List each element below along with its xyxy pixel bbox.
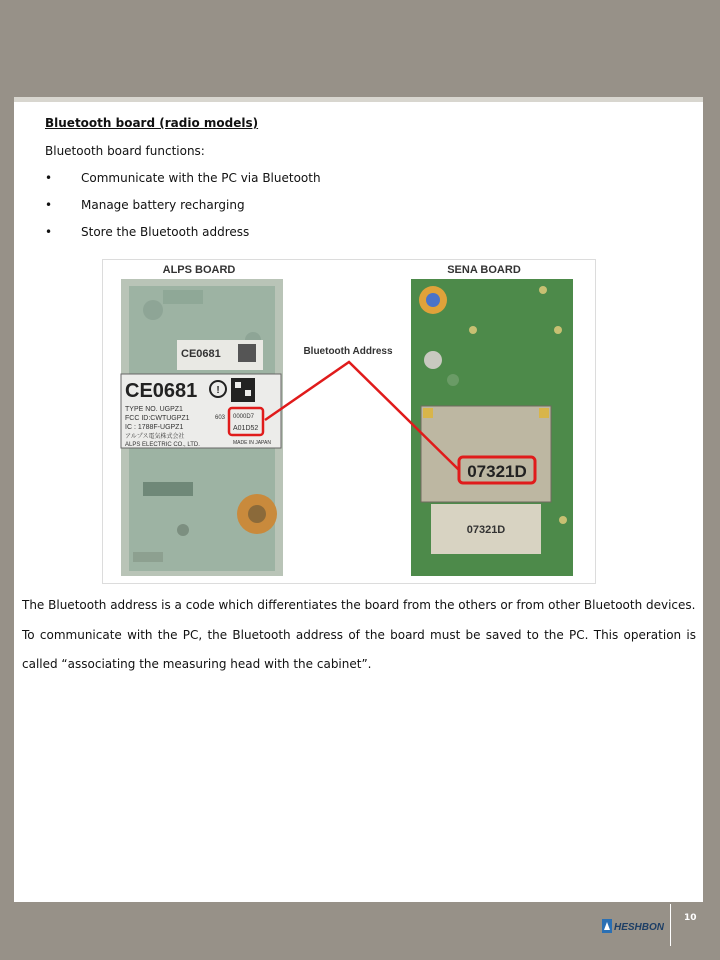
alps-board [121,279,283,576]
heshbon-logo [602,918,664,934]
association-description: To communicate with the PC, the Bluetooth address of the board must be saved to the PC. This operation is called “associating the measuring head with the cabinet”. [22,628,696,671]
bullet-item: • Communicate with the PC via Bluetooth [45,171,321,185]
svg-text:IC : 1788F-UGPZ1: IC : 1788F-UGPZ1 [125,424,184,431]
svg-text:CE0681: CE0681 [125,380,198,402]
sena-board-label: SENA BOARD [447,264,521,276]
section-title: Bluetooth board (radio models) [45,116,259,130]
bullet-item: • Manage battery recharging [45,198,245,212]
footer-divider [670,904,671,946]
svg-text:A01D52: A01D52 [233,425,259,432]
alps-board-label: ALPS BOARD [162,264,236,276]
svg-text:07321D: 07321D [466,524,506,536]
svg-text:ALPS ELECTRIC CO., LTD.: ALPS ELECTRIC CO., LTD. [125,442,200,448]
svg-text:0000D7: 0000D7 [233,414,255,420]
svg-text:アルプス電気株式会社: アルプス電気株式会社 [125,434,185,440]
address-description: The Bluetooth address is a code which differentiates the board from the others or from other Bluetooth devices. [22,598,696,612]
svg-text:TYPE NO. UGPZ1: TYPE NO. UGPZ1 [125,406,183,413]
svg-text:HESHBON: HESHBON [614,922,664,933]
bullet-item: • Store the Bluetooth address [45,225,250,239]
page-number: 10 [684,913,697,923]
svg-text:07321D: 07321D [467,462,527,481]
svg-text:FCC ID:CWTUGPZ1: FCC ID:CWTUGPZ1 [125,415,190,422]
svg-text:!: ! [216,385,220,396]
bluetooth-address-callout: Bluetooth Address [303,346,393,357]
svg-text:603: 603 [215,415,226,421]
intro-text: Bluetooth board functions: [45,144,205,158]
svg-text:MADE IN JAPAN: MADE IN JAPAN [233,440,271,446]
svg-text:CE0681: CE0681 [181,348,221,360]
bluetooth-board-photo [102,259,596,584]
sena-board [411,279,573,576]
document-page [14,102,703,902]
